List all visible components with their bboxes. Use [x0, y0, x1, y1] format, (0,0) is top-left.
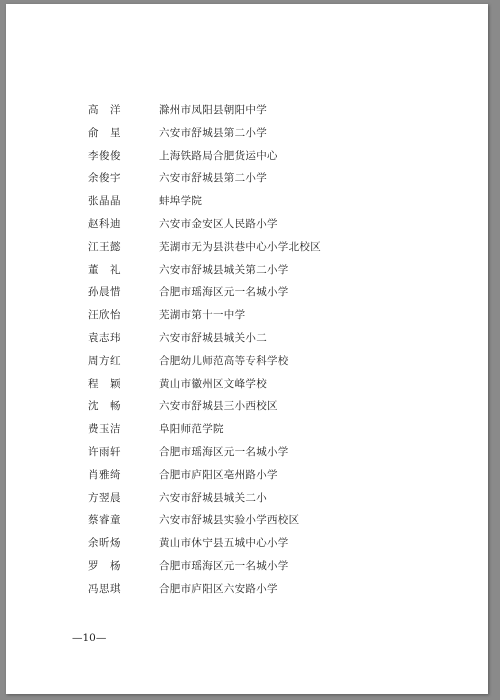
list-item	[6, 418, 488, 441]
organization-name: 黄山市徽州区文峰学校	[159, 377, 267, 390]
organization-name: 合肥幼儿师范高等专科学校	[159, 354, 289, 367]
list-item	[6, 578, 488, 601]
organization-name: 蚌埠学院	[159, 195, 203, 208]
list-item	[6, 122, 488, 145]
person-name: 罗 杨	[88, 559, 121, 572]
organization-name: 阜阳师范学院	[159, 423, 224, 436]
list-item	[6, 509, 488, 532]
person-name: 余俊宇	[88, 172, 121, 185]
list-item	[6, 441, 488, 464]
person-name: 张晶晶	[88, 195, 121, 208]
list-item	[6, 373, 488, 396]
organization-name: 六安市舒城县三小西校区	[159, 400, 278, 413]
person-name: 冯思琪	[88, 582, 121, 595]
list-item	[6, 304, 488, 327]
organization-name: 六安市舒城县实验小学西校区	[159, 514, 300, 527]
person-name: 余昕炀	[88, 537, 121, 550]
person-name: 江王懿	[88, 240, 121, 253]
person-name: 汪欣怡	[88, 309, 121, 322]
organization-name: 六安市舒城县第二小学	[159, 172, 267, 185]
list-item	[6, 145, 488, 168]
organization-name: 芜湖市第十一中学	[159, 309, 246, 322]
person-name: 高 洋	[88, 104, 121, 116]
person-name: 俞 星	[88, 126, 121, 139]
person-name: 赵科迪	[88, 217, 121, 230]
organization-name: 芜湖市无为县洪巷中心小学北校区	[159, 240, 321, 253]
list-item	[6, 213, 488, 236]
list-item	[6, 99, 488, 122]
list-item	[6, 555, 488, 578]
person-name: 方翌晨	[88, 491, 121, 504]
document-page	[6, 4, 488, 694]
list-item	[6, 236, 488, 259]
organization-name: 合肥市瑶海区元一名城小学	[159, 445, 289, 458]
list-item	[6, 395, 488, 418]
person-name: 董 礼	[88, 263, 121, 276]
organization-name: 滁州市凤阳县朝阳中学	[159, 104, 267, 116]
organization-name: 六安市舒城县城关第二小学	[159, 263, 289, 276]
list-item	[6, 532, 488, 555]
person-name: 李俊俊	[88, 149, 121, 162]
name-list	[6, 99, 488, 601]
organization-name: 合肥市庐阳区六安路小学	[159, 582, 278, 595]
page-number: —10—	[72, 632, 107, 644]
organization-name: 六安市舒城县城关小二	[159, 331, 267, 344]
person-name: 蔡睿童	[88, 514, 121, 527]
organization-name: 六安市舒城县城关二小	[159, 491, 267, 504]
list-item	[6, 190, 488, 213]
list-item	[6, 327, 488, 350]
organization-name: 黄山市休宁县五城中心小学	[159, 537, 289, 550]
person-name: 费玉洁	[88, 423, 121, 436]
organization-name: 合肥市瑶海区元一名城小学	[159, 559, 289, 572]
organization-name: 合肥市庐阳区亳州路小学	[159, 468, 278, 481]
person-name: 袁志玮	[88, 331, 121, 344]
person-name: 程 颖	[88, 377, 121, 390]
person-name: 许雨轩	[88, 445, 121, 458]
list-item	[6, 350, 488, 373]
person-name: 肖雅绮	[88, 468, 121, 481]
list-item	[6, 167, 488, 190]
organization-name: 六安市金安区人民路小学	[159, 217, 278, 230]
organization-name: 六安市舒城县第二小学	[159, 126, 267, 139]
list-item	[6, 464, 488, 487]
organization-name: 合肥市瑶海区元一名城小学	[159, 286, 289, 299]
list-item	[6, 281, 488, 304]
list-item	[6, 259, 488, 282]
list-item	[6, 487, 488, 510]
organization-name: 上海铁路局合肥货运中心	[159, 149, 278, 162]
person-name: 孙晨惜	[88, 286, 121, 299]
person-name: 周方红	[88, 354, 121, 367]
person-name: 沈 畅	[88, 400, 121, 413]
